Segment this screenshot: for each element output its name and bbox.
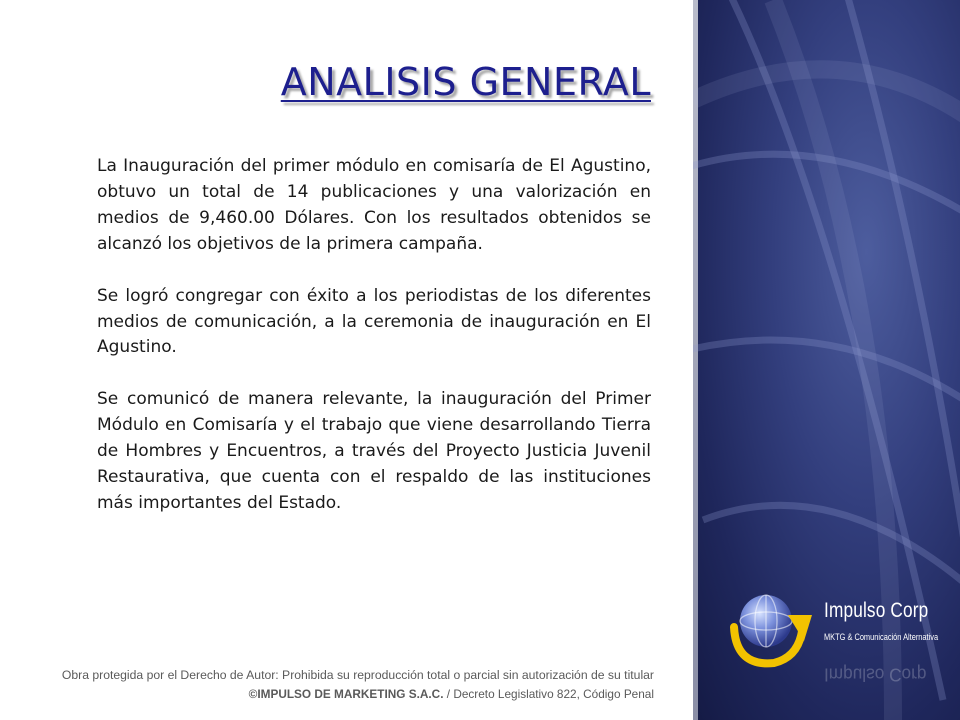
copyright-notice: Obra protegida por el Derecho de Autor: Prohibida su reproducción total o parcial sin autorización de su titular xyxy=(61,668,654,682)
slide-title: ANALISIS GENERAL xyxy=(280,60,651,104)
paragraph-journalists: Se logró congregar con éxito a los periodistas de los diferentes medios de comunicación, a la ceremonia de inauguración en El Agustino. xyxy=(97,285,651,358)
legal-reference: / Decreto Legislativo 822, Código Penal xyxy=(443,687,654,701)
logo-name: Impulso Corp xyxy=(824,599,929,622)
company-name: ©IMPULSO DE MARKETING S.A.C. xyxy=(248,687,444,701)
logo-tagline: MKTG & Comunicación Alternativa xyxy=(824,632,939,643)
paragraph-communication: Se comunicó de manera relevante, la inauguración del Primer Módulo en Comisaría y el trabajo que viene desarrollando Tierra de Hombres y Encuentros, a través del Proyecto Justicia Juvenil Restaurativa, que cuenta con el respaldo de las instituciones más importantes del Estado. xyxy=(97,389,651,513)
paragraph-results: La Inauguración del primer módulo en comisaría de El Agustino, obtuvo un total de 14 publicaciones y una valorización en medios de 9,460.00 Dólares. Con los resultados obtenidos se alcanzó los objetivos de la primera campaña. xyxy=(97,156,651,254)
copyright-footer xyxy=(62,666,654,704)
body-text xyxy=(97,154,651,543)
legal-line xyxy=(62,685,654,704)
logo-name-reflection: Impulso Corp xyxy=(824,664,927,685)
